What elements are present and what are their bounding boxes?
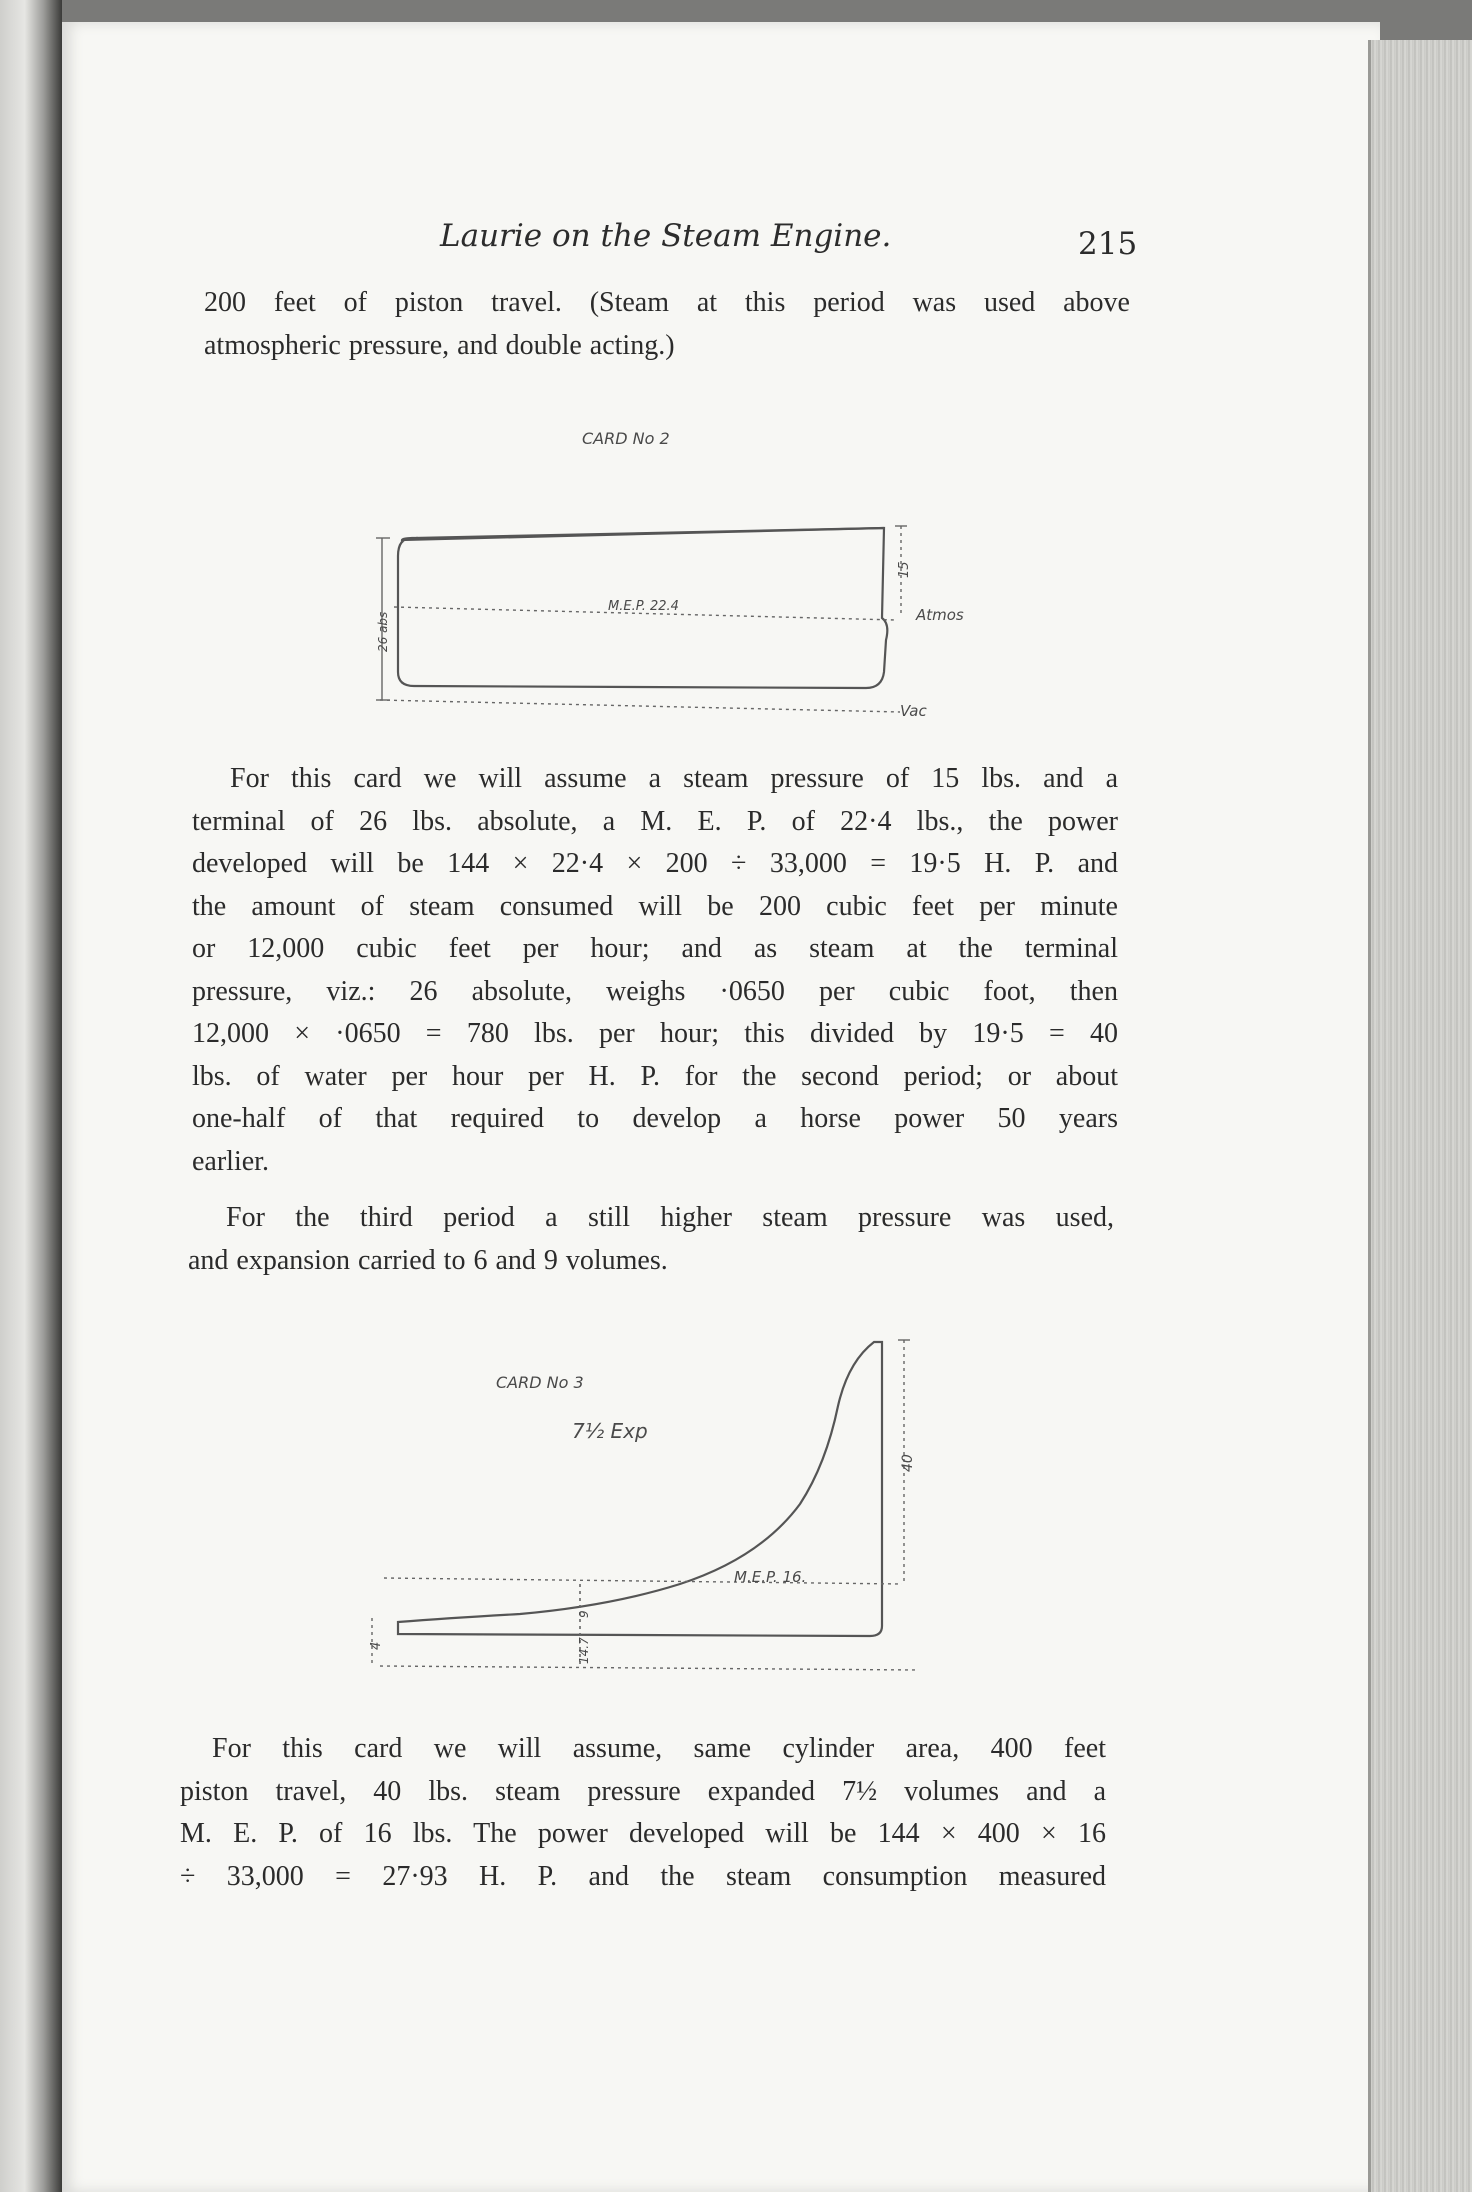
card3-mep-label: M.E.P. 16. <box>734 1568 807 1586</box>
card3-vacuum-line <box>380 1666 918 1670</box>
text-line: atmospheric pressure, and double acting.) <box>204 329 675 361</box>
text-line: 200 feet of piston travel. (Steam at this period was used above <box>204 287 1130 318</box>
card2-right-dim-label: 15 <box>897 561 912 578</box>
card3-mid-dim-lower: 14.7 <box>577 1637 591 1664</box>
card3-right-dim-label: 40 <box>900 1454 916 1472</box>
text-line: earlier. <box>192 1145 269 1177</box>
card2-mep-label: M.E.P. 22.4 <box>608 599 679 614</box>
card3-title: CARD No 3 <box>496 1373 584 1392</box>
text-line: 12,000 × ·0650 = 780 lbs. per hour; this divided by 19·5 = 40 <box>192 1018 1118 1049</box>
text-line: M. E. P. of 16 lbs. The power developed will be 144 × 400 × 16 <box>180 1818 1106 1849</box>
card3-left-dim-label: 4 <box>369 1641 384 1650</box>
previous-page-edge <box>0 0 62 2192</box>
page-stack-edges <box>1368 40 1472 2192</box>
paragraph-card3-calculation <box>180 1728 1106 1898</box>
card2-vac-label: Vac <box>900 702 927 720</box>
card2-atmos-label: Atmos <box>916 606 964 624</box>
text-line: one-half of that required to develop a horse power 50 years <box>192 1103 1118 1134</box>
text-line: terminal of 26 lbs. absolute, a M. E. P. of 22·4 lbs., the power <box>192 805 1118 837</box>
card2-title: CARD No 2 <box>582 429 670 448</box>
paragraph-third-period <box>188 1197 1114 1282</box>
card3-atmos-line <box>384 1578 902 1584</box>
text-line: ÷ 33,000 = 27·93 H. P. and the steam consumption measured <box>180 1860 1106 1892</box>
card3-subtitle: 7½ Exp <box>572 1419 648 1443</box>
card3-mid-dim-upper: 9 <box>577 1610 591 1618</box>
text-line: lbs. of water per hour per H. P. for the second period; or about <box>192 1060 1118 1092</box>
card3-outline <box>398 1342 882 1636</box>
indicator-card-3 <box>350 1320 950 1690</box>
paragraph-card2-calculation <box>192 758 1118 1183</box>
page-number: 215 <box>1078 226 1138 262</box>
indicator-card-2 <box>360 410 980 730</box>
text-line: the amount of steam consumed will be 200 cubic feet per minute <box>192 890 1118 922</box>
text-line: For this card we will assume a steam pressure of 15 lbs. and a <box>230 763 1118 794</box>
text-line: and expansion carried to 6 and 9 volumes. <box>188 1244 668 1276</box>
text-line: pressure, viz.: 26 absolute, weighs ·0650 per cubic foot, then <box>192 975 1118 1007</box>
paragraph-continuation <box>204 282 1130 367</box>
card2-vacuum-line <box>380 700 900 712</box>
text-line: piston travel, 40 lbs. steam pressure expanded 7½ volumes and a <box>180 1775 1106 1807</box>
card2-left-dim-label: 26 abs <box>376 611 390 652</box>
card2-top-line <box>416 528 884 538</box>
text-line: For this card we will assume, same cylinder area, 400 feet <box>212 1733 1106 1764</box>
running-head: Laurie on the Steam Engine. <box>440 218 892 254</box>
text-line: developed will be 144 × 22·4 × 200 ÷ 33,000 = 19·5 H. P. and <box>192 848 1118 879</box>
text-line: For the third period a still higher steam pressure was used, <box>226 1202 1114 1233</box>
text-line: or 12,000 cubic feet per hour; and as steam at the terminal <box>192 933 1118 964</box>
